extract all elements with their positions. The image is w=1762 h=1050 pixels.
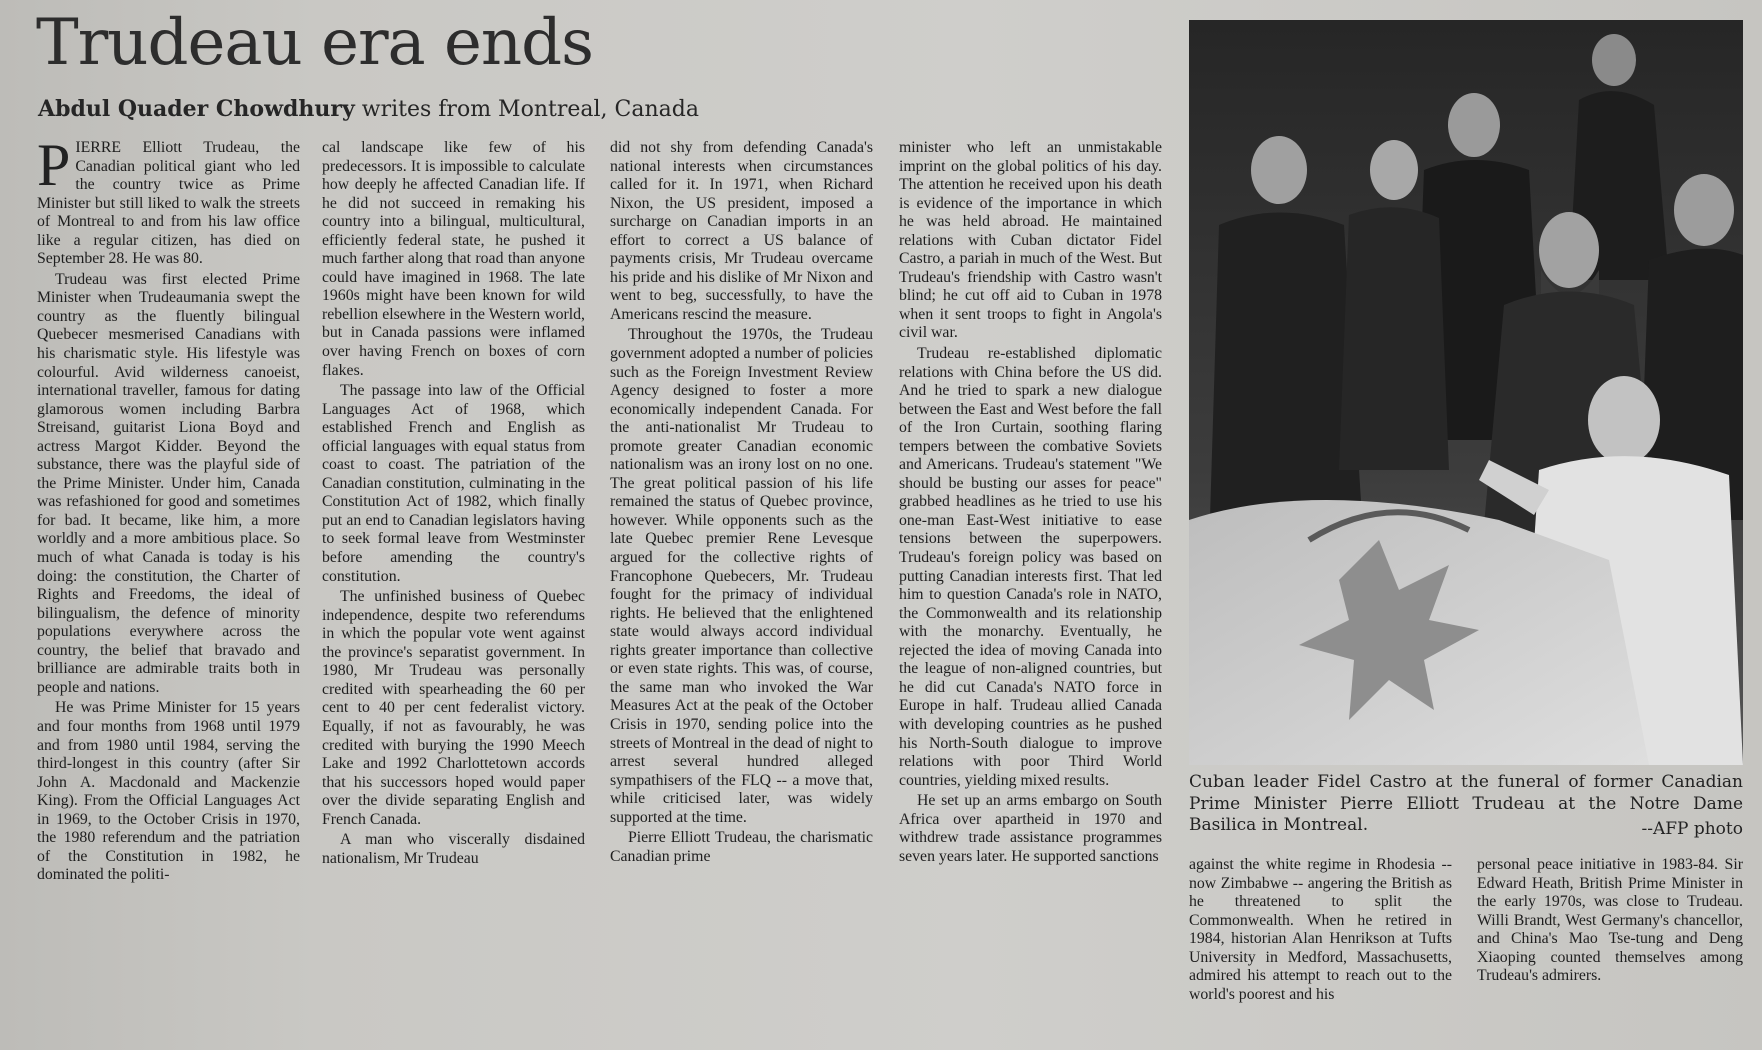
- paragraph: He was Prime Minister for 15 years and four months from 1968 until 1979 and from 1980 until 1984, serving the third-longest in this country (after Sir John A. Macdonald and Mackenzie King). From the Official Languages Act in 1969, to the October Crisis in 1970, the 1980 referendum and the patriation of the Constitution in 1982, he dominated the politi-: [37, 699, 300, 884]
- lead-paragraph: [37, 139, 300, 269]
- paragraph: Trudeau was first elected Prime Minister when Trudeaumania swept the country as the fluently bilingual Quebecer mesmerised Canadians with his charismatic style. His lifestyle was colourful. Avid wilderness canoeist, international traveller, famous for dating glamorous women including Barbra Streisand, guitarist Liona Boyd and actress Margot Kidder. Beyond the substance, there was the playful side of the Prime Minister. Under him, Canada was refashioned for good and sometimes for bad. It became, like him, a more worldly and a more ambitious place. So much of what Canada is today is his doing: the constitution, the Charter of Rights and Freedoms, the ideal of bilingualism, the defence of minority populations everywhere across the country, the belief that bravado and brilliance are admirable traits both in people and nations.: [37, 270, 300, 696]
- paragraph: cal landscape like few of his predecessors. It is impossible to calculate how deeply he affected Canadian life. If he did not succeed in remaking his country into a bilingual, multicultural, efficiently federal state, he pushed it much farther along that road than anyone could have imagined in 1968. The late 1960s might have been known for wild rebellion elsewhere in the Western world, but in Canada passions were inflamed over having French on boxes of corn flakes.: [322, 139, 585, 379]
- headline: Trudeau era ends: [36, 6, 593, 80]
- paragraph: He set up an arms embargo on South Africa over apartheid in 1970 and withdrew trade assistance programmes seven years later. He supported sanctions: [899, 792, 1162, 865]
- paragraph: Throughout the 1970s, the Trudeau government adopted a number of policies such as the Foreign Investment Review Agency designed to foster a more economically independent Canada. For the anti-nationalist Mr Trudeau to promote greater Canadian economic nationalism was an irony lost on no one. The great political passion of his life remained the status of Quebec province, however. While opponents such as the late Quebec premier Rene Levesque argued for the collective rights of Francophone Quebecers, Mr. Trudeau fought for the primacy of individual rights. He believed that the enlightened state would always accord individual rights greater importance than collective or even state rights. This was, of course, the same man who invoked the War Measures Act at the peak of the October Crisis in 1970, sending police into the streets of Montreal in the dead of night to arrest several hundred alleged sympathisers of the FLQ -- a move that, while criticised later, was widely supported at the time.: [610, 326, 873, 826]
- paragraph: against the white regime in Rhodesia -- now Zimbabwe -- angering the British as he threatened to split the Commonwealth. When he retired in 1984, historian Alan Henrikson at Tufts University in Medford, Massachusetts, admired his attempt to reach out to the world's poorest and his: [1189, 856, 1452, 1003]
- byline: [38, 94, 699, 125]
- photo-caption: Cuban leader Fidel Castro at the funeral of former Canadian Prime Minister Pierre Elliott Trudeau at the Notre Dame Basilica in Montreal.: [1189, 772, 1743, 835]
- paragraph: Trudeau re-established diplomatic relations with China before the US did. And he tried to spark a new dialogue between the East and West before the fall of the Iron Curtain, soothing flaring tempers between the combative Soviets and Americans. Trudeau's statement "We should be busting our asses for peace" grabbed headlines as he tried to use his one-man East-West initiative to ease tensions between the superpowers. Trudeau's foreign policy was based on putting Canadian interests first. That led him to question Canada's role in NATO, the Commonwealth and its relationship with the monarchy. Eventually, he rejected the idea of moving Canada into the league of non-aligned countries, but he did cut Canada's NATO force in Europe in half. Trudeau allied Canada with developing countries as he pushed his North-South dialogue to improve relations with poor Third World countries, yielding mixed results.: [899, 345, 1162, 789]
- article-column-6: [1477, 856, 1743, 1026]
- drop-cap: P: [37, 139, 71, 198]
- article-column-5: [1189, 856, 1452, 1026]
- paragraph: personal peace initiative in 1983-84. Sir Edward Heath, British Prime Minister in the early 1970s, was close to Trudeau. Willi Brandt, West Germany's chancellor, and China's Mao Tse-tung and Deng Xiaoping counted themselves among Trudeau's admirers.: [1477, 856, 1743, 985]
- news-photo: [1189, 20, 1743, 765]
- paragraph: minister who left an unmistakable imprint on the global politics of his day. The attention he received upon his death is evidence of the importance in which he was held abroad. He maintained relations with Cuban dictator Fidel Castro, a pariah in much of the West. But Trudeau's friendship with Castro wasn't blind; he cut off aid to Cuban in 1978 when it sent troops to fight in Angola's civil war.: [899, 139, 1162, 342]
- lead-text: Elliott Trudeau, the Canadian political giant who led the country twice as Prime Minister but still liked to walk the streets of Montreal to and from his law office like a regular citizen, has died on September 28. He was 80.: [37, 139, 300, 268]
- funeral-photo-illustration: [1189, 20, 1743, 765]
- paragraph: Pierre Elliott Trudeau, the charismatic Canadian prime: [610, 829, 873, 865]
- paragraph: The unfinished business of Quebec independence, despite two referendums in which the popular vote went against the province's separatist government. In 1980, Mr Trudeau was personally credited with spearheading the 60 per cent to 40 per cent federalist victory. Equally, if not as favourably, he was credited with burying the 1990 Meech Lake and 1992 Charlottetown accords that his successors hoped would paper over the divide separating English and French Canada.: [322, 588, 585, 828]
- paragraph: A man who viscerally disdained nationalism, Mr Trudeau: [322, 831, 585, 867]
- article-column-1: [37, 139, 300, 1021]
- article-column-4: [899, 139, 1162, 1021]
- paragraph: The passage into law of the Official Languages Act of 1968, which established French and English as official languages with equal status from coast to coast. The patriation of the Canadian constitution, culminating in the Constitution Act of 1982, which finally put an end to Canadian legislators having to seek formal leave from Westminster before amending the country's constitution.: [322, 382, 585, 585]
- paragraph: did not shy from defending Canada's national interests when circumstances called for it. In 1971, when Richard Nixon, the US president, imposed a surcharge on Canadian imports in an effort to correct a US balance of payments crisis, Mr Trudeau overcame his pride and his dislike of Mr Nixon and went to beg, successfully, to have the Americans rescind the measure.: [610, 139, 873, 323]
- article-column-2: [322, 139, 585, 1021]
- byline-author: Abdul Quader Chowdhury: [38, 96, 355, 122]
- byline-location: writes from Montreal, Canada: [361, 97, 699, 122]
- lead-caps: IERRE: [75, 139, 122, 156]
- article-column-3: [610, 139, 873, 1021]
- photo-credit: --AFP photo: [1641, 819, 1743, 839]
